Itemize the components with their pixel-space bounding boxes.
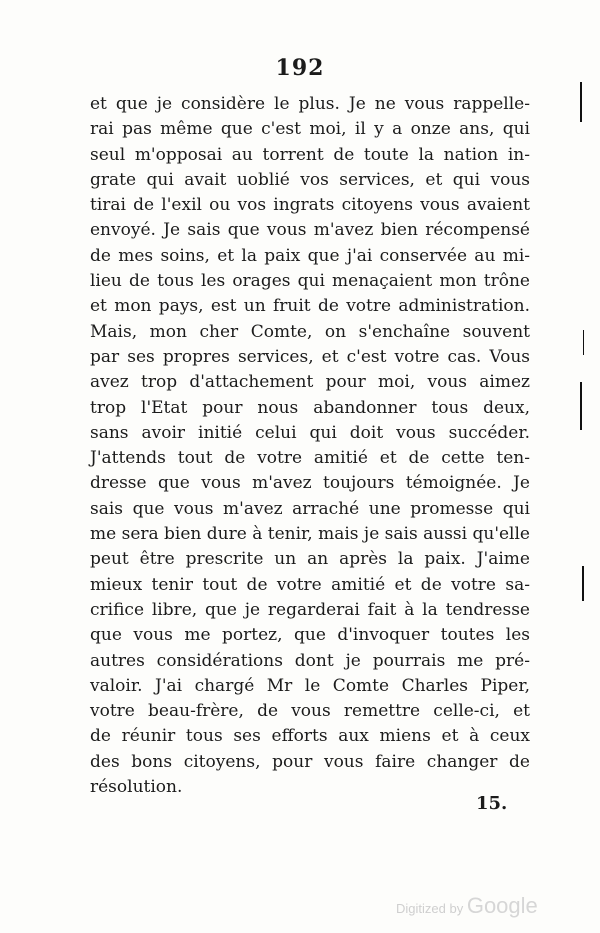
text-line: et mon pays, est un fruit de votre administration. [90,296,530,317]
margin-scan-mark [580,82,582,122]
text-line: des bons citoyens, pour vous faire changer de [90,751,530,772]
margin-scan-mark [582,566,584,601]
text-line: autres considérations dont je pourrais me pré- [90,650,530,671]
text-line: trop l'Etat pour nous abandonner tous deux, [90,397,530,418]
margin-scan-mark [580,382,582,430]
text-line: me sera bien dure à tenir, mais je sais aussi qu'elle [90,524,530,545]
page-number: 192 [275,55,325,81]
text-line: seul m'opposai au torrent de toute la nation in- [90,144,530,165]
text-line: J'attends tout de votre amitié et de cette ten- [90,448,530,469]
watermark-prefix: Digitized by [396,901,464,916]
text-line: que vous me portez, que d'invoquer toutes les [90,625,530,646]
text-line: par ses propres services, et c'est votre cas. Vous [90,346,530,367]
text-line: grate qui avait uoblié vos services, et qui vous [90,169,530,190]
text-line: envoyé. Je sais que vous m'avez bien récompensé [90,220,530,241]
text-line: rai pas même que c'est moi, il y a onze ans, qui [90,119,530,140]
signature-mark: 15. [476,793,508,814]
text-line: tirai de l'exil ou vos ingrats citoyens vous avaient [90,195,530,216]
text-line: résolution. [90,777,183,798]
watermark [396,893,538,919]
text-line: lieu de tous les orages qui menaçaient mon trône [90,271,530,292]
text-line: sais que vous m'avez arraché une promesse qui [90,498,530,519]
text-line: votre beau-frère, de vous remettre celle-ci, et [90,701,530,722]
body-text [90,92,530,800]
text-line: crifice libre, que je regarderai fait à la tendresse [90,599,530,620]
text-line: avez trop d'attachement pour moi, vous aimez [90,372,530,393]
text-line: valoir. J'ai chargé Mr le Comte Charles Piper, [90,675,530,696]
text-line: peut être prescrite un an après la paix. J'aime [90,549,530,570]
text-line: dresse que vous m'avez toujours témoignée. Je [90,473,530,494]
text-line: et que je considère le plus. Je ne vous rappelle- [90,94,530,114]
margin-scan-mark [583,330,584,355]
text-line: Mais, mon cher Comte, on s'enchaîne souvent [90,321,530,342]
text-line: sans avoir initié celui qui doit vous succéder. [90,422,530,443]
text-line: de mes soins, et la paix que j'ai conservée au mi- [90,245,530,266]
watermark-brand: Google [466,893,538,918]
text-line: de réunir tous ses efforts aux miens et à ceux [90,726,530,747]
text-line: mieux tenir tout de votre amitié et de votre sa- [90,574,530,595]
